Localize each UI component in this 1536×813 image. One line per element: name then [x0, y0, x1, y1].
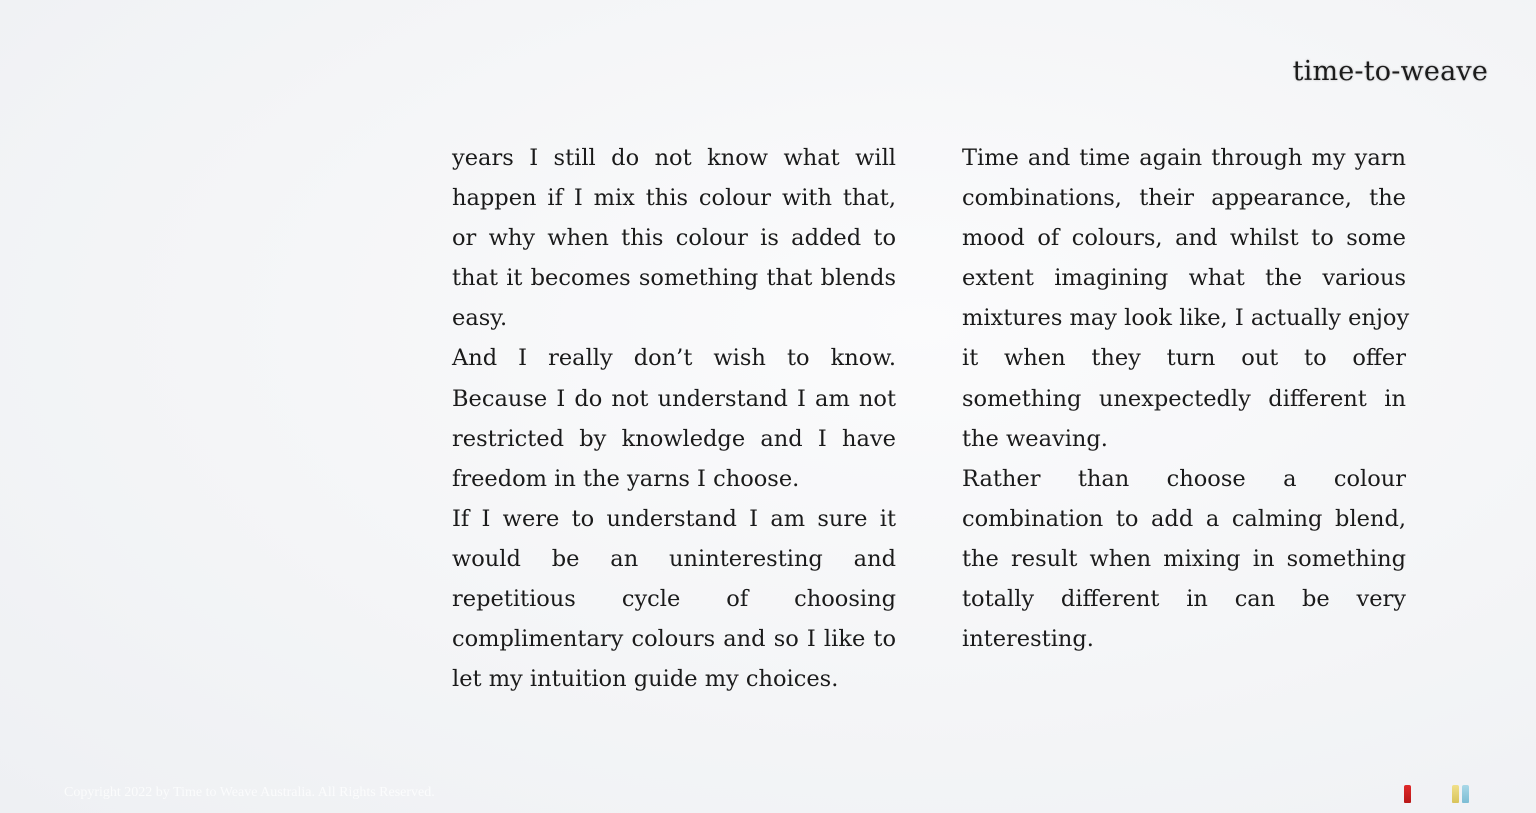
text-line: happen if I mix this colour with that, — [452, 185, 896, 212]
text-line: totally different in can be very — [962, 586, 1406, 613]
text-line: years I still do not know what will — [452, 145, 896, 171]
text-line: combination to add a calming blend, — [962, 505, 1406, 532]
text-line: interesting. — [962, 626, 1094, 653]
text-line: If I were to understand I am sure it — [452, 505, 896, 532]
text-line: the result when mixing in something — [962, 545, 1406, 572]
yellow-spool-icon[interactable] — [1452, 785, 1459, 803]
text-line: it when they turn out to offer — [962, 345, 1406, 372]
copyright-notice: Copyright 2022 by Time to Weave Australia. All Rights Reserved. — [64, 785, 435, 800]
text-line: freedom in the yarns I choose. — [452, 465, 800, 492]
text-line: the weaving. — [962, 425, 1108, 452]
text-line: Because I do not understand I am not — [452, 385, 896, 412]
text-line: that it becomes something that blends — [452, 265, 896, 292]
text-line: mood of colours, and whilst to some — [962, 225, 1406, 252]
text-line: easy. — [452, 305, 508, 332]
text-columns — [452, 138, 1410, 718]
yarn-spools — [1402, 781, 1482, 803]
text-line: or why when this colour is added to — [452, 225, 896, 252]
text-line: combinations, their appearance, the — [962, 185, 1406, 212]
text-line: extent imagining what the various — [962, 265, 1406, 292]
text-line: would be an uninteresting and — [452, 545, 896, 572]
right-column — [962, 138, 1410, 659]
red-spool-icon[interactable] — [1404, 785, 1411, 803]
text-line: complimentary colours and so I like to — [452, 626, 896, 653]
text-line: mixtures may look like, I actually enjoy — [962, 305, 1410, 332]
left-column — [452, 138, 896, 699]
text-line: something unexpectedly different in — [962, 385, 1406, 412]
blue-spool-icon[interactable] — [1462, 785, 1469, 803]
text-line: Time and time again through my yarn — [962, 145, 1406, 171]
text-line: And I really don’t wish to know. — [452, 345, 896, 372]
text-line: repetitious cycle of choosing — [452, 586, 896, 613]
text-line: restricted by knowledge and I have — [452, 425, 896, 452]
text-line: Rather than choose a colour — [962, 465, 1406, 492]
text-line: let my intuition guide my choices. — [452, 666, 839, 693]
site-logo[interactable]: time-to-weave — [1292, 56, 1488, 87]
